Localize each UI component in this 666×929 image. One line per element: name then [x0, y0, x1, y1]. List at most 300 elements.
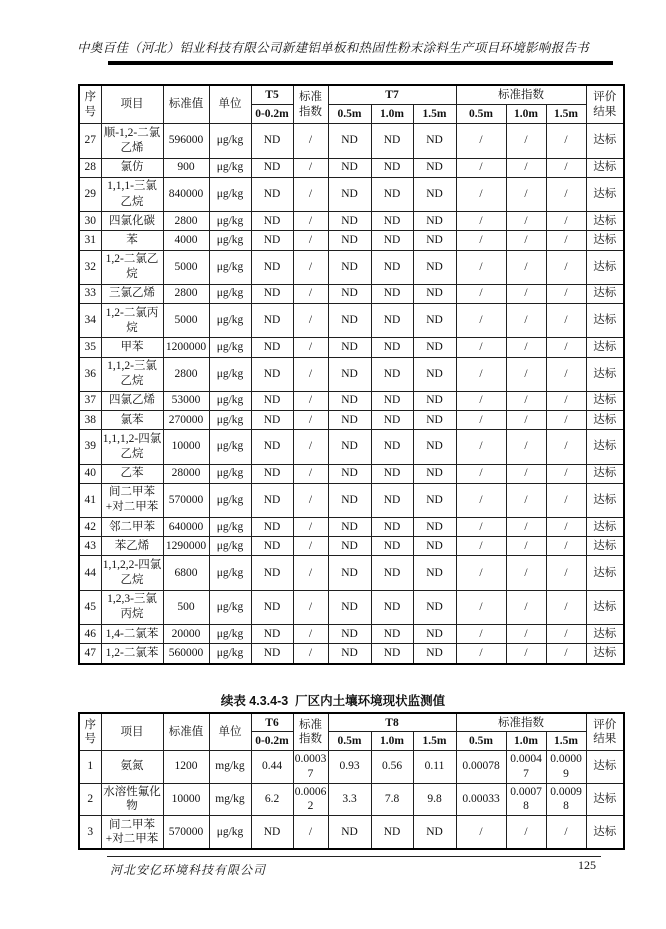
cell-depth-1.0m: ND — [371, 158, 413, 177]
header-sample-point-t6: T6 — [251, 713, 293, 732]
table-row — [79, 464, 624, 483]
cell-standard-value: 2800 — [163, 357, 209, 391]
cell-depth-0.5m: 3.3 — [328, 783, 371, 816]
cell-standard-value: 1200 — [163, 750, 209, 783]
cell-standard-value: 596000 — [163, 124, 209, 158]
cell-standard-value: 28000 — [163, 464, 209, 483]
cell-depth-1.0m: ND — [371, 391, 413, 410]
cell-index-1.0m: / — [506, 338, 546, 357]
cell-depth-0.5m: ND — [328, 212, 371, 231]
cell-seq: 31 — [79, 231, 101, 250]
cell-unit: μg/kg — [209, 391, 251, 410]
cell-standard-value: 10000 — [163, 430, 209, 464]
cell-index-1.5m: / — [546, 590, 586, 624]
cell-result: 达标 — [586, 304, 624, 338]
cell-standard-index: / — [293, 518, 328, 537]
cell-standard-index: / — [293, 250, 328, 284]
cell-t-value: ND — [251, 430, 293, 464]
cell-index-1.0m: 0.00047 — [506, 750, 546, 783]
cell-index-0.5m: / — [456, 231, 506, 250]
cell-unit: μg/kg — [209, 304, 251, 338]
cell-item: 1,1,1-三氯乙烷 — [101, 177, 163, 211]
cell-result: 达标 — [586, 124, 624, 158]
cell-depth-1.5m: ND — [413, 430, 456, 464]
cell-t-value: ND — [251, 816, 293, 849]
cell-seq: 44 — [79, 556, 101, 590]
header-sample-point-t7: T7 — [328, 85, 456, 105]
cell-index-0.5m: / — [456, 483, 506, 517]
cell-depth-1.5m: ND — [413, 464, 456, 483]
header-item: 项目 — [101, 85, 163, 124]
cell-result: 达标 — [586, 391, 624, 410]
cell-index-0.5m: / — [456, 391, 506, 410]
cell-index-0.5m: / — [456, 357, 506, 391]
header-index-1.5m: 1.5m — [546, 105, 586, 124]
cell-standard-index: / — [293, 430, 328, 464]
cell-index-1.0m: / — [506, 411, 546, 430]
cell-depth-1.5m: ND — [413, 483, 456, 517]
cell-depth-0.5m: ND — [328, 177, 371, 211]
cell-result: 达标 — [586, 464, 624, 483]
cell-index-1.5m: / — [546, 158, 586, 177]
table-row — [79, 590, 624, 624]
cell-index-0.5m: / — [456, 590, 506, 624]
cell-t-value: ND — [251, 590, 293, 624]
cell-result: 达标 — [586, 783, 624, 816]
cell-depth-0.5m: ND — [328, 537, 371, 556]
cell-item: 1,1,2,2-四氯乙烷 — [101, 556, 163, 590]
cell-result: 达标 — [586, 518, 624, 537]
cell-item: 氨氮 — [101, 750, 163, 783]
cell-unit: μg/kg — [209, 625, 251, 644]
cell-seq: 28 — [79, 158, 101, 177]
cell-index-0.5m: / — [456, 518, 506, 537]
cell-depth-1.0m: ND — [371, 124, 413, 158]
cell-item: 顺-1,2-二氯乙烯 — [101, 124, 163, 158]
cell-depth-0.5m: ND — [328, 158, 371, 177]
cell-unit: μg/kg — [209, 430, 251, 464]
cell-index-1.5m: / — [546, 430, 586, 464]
cell-item: 1,4-二氯苯 — [101, 625, 163, 644]
cell-index-1.5m: / — [546, 304, 586, 338]
cell-t-value: ND — [251, 537, 293, 556]
cell-index-1.0m: / — [506, 430, 546, 464]
cell-index-1.0m: / — [506, 304, 546, 338]
cell-seq: 43 — [79, 537, 101, 556]
cell-depth-0.5m: ND — [328, 483, 371, 517]
cell-t-value: ND — [251, 250, 293, 284]
cell-depth-1.5m: ND — [413, 391, 456, 410]
cell-result: 达标 — [586, 816, 624, 849]
cell-seq: 2 — [79, 783, 101, 816]
cell-depth-1.0m: ND — [371, 177, 413, 211]
cell-depth-1.5m: ND — [413, 158, 456, 177]
header-depth-0.5m: 0.5m — [328, 732, 371, 750]
cell-depth-1.5m: ND — [413, 338, 456, 357]
cell-index-1.0m: / — [506, 212, 546, 231]
cell-index-0.5m: / — [456, 411, 506, 430]
cell-standard-index: / — [293, 464, 328, 483]
cell-t-value: ND — [251, 625, 293, 644]
cell-item: 1,1,1,2-四氯乙烷 — [101, 430, 163, 464]
cell-depth-1.5m: ND — [413, 124, 456, 158]
cell-index-1.5m: / — [546, 212, 586, 231]
cell-index-1.5m: / — [546, 483, 586, 517]
header-evaluation-result: 评价 结果 — [586, 713, 624, 750]
cell-depth-1.0m: ND — [371, 518, 413, 537]
cell-result: 达标 — [586, 250, 624, 284]
cell-item: 1,1,2-三氯乙烷 — [101, 357, 163, 391]
table-row — [79, 750, 624, 783]
cell-depth-0.5m: 0.93 — [328, 750, 371, 783]
cell-standard-index: / — [293, 625, 328, 644]
cell-item: 乙苯 — [101, 464, 163, 483]
cell-index-1.5m: / — [546, 625, 586, 644]
cell-standard-value: 560000 — [163, 644, 209, 664]
cell-index-1.5m: 0.00098 — [546, 783, 586, 816]
cell-standard-index: / — [293, 556, 328, 590]
cell-seq: 35 — [79, 338, 101, 357]
cell-item: 氯仿 — [101, 158, 163, 177]
cell-seq: 33 — [79, 284, 101, 303]
cell-depth-0.5m: ND — [328, 590, 371, 624]
cell-index-1.5m: / — [546, 338, 586, 357]
cell-depth-1.5m: ND — [413, 644, 456, 664]
cell-standard-value: 900 — [163, 158, 209, 177]
cell-unit: μg/kg — [209, 250, 251, 284]
cell-unit: μg/kg — [209, 644, 251, 664]
cell-index-0.5m: / — [456, 430, 506, 464]
header-index-1.5m: 1.5m — [546, 732, 586, 750]
cell-index-1.5m: / — [546, 644, 586, 664]
cell-depth-1.5m: ND — [413, 212, 456, 231]
cell-index-0.5m: / — [456, 284, 506, 303]
cell-seq: 3 — [79, 816, 101, 849]
cell-index-1.0m: 0.00078 — [506, 783, 546, 816]
cell-seq: 39 — [79, 430, 101, 464]
cell-t-value: ND — [251, 556, 293, 590]
cell-index-1.5m: / — [546, 124, 586, 158]
cell-index-0.5m: / — [456, 625, 506, 644]
cell-seq: 47 — [79, 644, 101, 664]
cell-index-1.0m: / — [506, 625, 546, 644]
table-row — [79, 284, 624, 303]
cell-standard-value: 20000 — [163, 625, 209, 644]
table-row — [79, 250, 624, 284]
table-row — [79, 816, 624, 849]
header-standard-index-group: 标准指数 — [456, 85, 586, 105]
cell-standard-value: 640000 — [163, 518, 209, 537]
table-row — [79, 556, 624, 590]
cell-index-1.0m: / — [506, 590, 546, 624]
cell-seq: 37 — [79, 391, 101, 410]
header-unit: 单位 — [209, 713, 251, 750]
table-row — [79, 430, 624, 464]
cell-t-value: ND — [251, 124, 293, 158]
table-row — [79, 625, 624, 644]
cell-result: 达标 — [586, 430, 624, 464]
cell-seq: 32 — [79, 250, 101, 284]
cell-index-1.5m: / — [546, 391, 586, 410]
cell-depth-0.5m: ND — [328, 625, 371, 644]
cell-unit: μg/kg — [209, 338, 251, 357]
cell-result: 达标 — [586, 158, 624, 177]
cell-index-1.5m: / — [546, 284, 586, 303]
cell-depth-1.0m: ND — [371, 430, 413, 464]
cell-depth-1.0m: ND — [371, 304, 413, 338]
cell-index-0.5m: / — [456, 816, 506, 849]
header-index-0.5m: 0.5m — [456, 732, 506, 750]
cell-t-value: ND — [251, 518, 293, 537]
cell-index-1.0m: / — [506, 250, 546, 284]
cell-depth-0.5m: ND — [328, 391, 371, 410]
table-row — [79, 483, 624, 517]
table-row — [79, 177, 624, 211]
table-row — [79, 304, 624, 338]
header-index-1.0m: 1.0m — [506, 105, 546, 124]
cell-item: 四氯乙烯 — [101, 391, 163, 410]
cell-index-1.0m: / — [506, 816, 546, 849]
cell-result: 达标 — [586, 284, 624, 303]
cell-depth-0.5m: ND — [328, 124, 371, 158]
page-number: 125 — [578, 858, 596, 872]
cell-depth-1.5m: ND — [413, 231, 456, 250]
cell-standard-value: 840000 — [163, 177, 209, 211]
cell-depth-0.5m: ND — [328, 411, 371, 430]
cell-item: 苯 — [101, 231, 163, 250]
cell-standard-index: / — [293, 644, 328, 664]
cell-depth-1.0m: ND — [371, 625, 413, 644]
cell-index-1.5m: / — [546, 537, 586, 556]
cell-index-1.0m: / — [506, 357, 546, 391]
cell-depth-1.0m: ND — [371, 556, 413, 590]
table-row — [79, 644, 624, 664]
cell-item: 间二甲苯+对二甲苯 — [101, 816, 163, 849]
cell-standard-index: 0.00062 — [293, 783, 328, 816]
table-row — [79, 783, 624, 816]
header-depth-1.0m: 1.0m — [371, 732, 413, 750]
cell-standard-index: / — [293, 124, 328, 158]
cell-depth-0.5m: ND — [328, 816, 371, 849]
cell-result: 达标 — [586, 411, 624, 430]
cell-index-1.5m: / — [546, 816, 586, 849]
cell-t-value: ND — [251, 284, 293, 303]
soil-monitoring-table-t5-t7 — [78, 84, 625, 665]
cell-item: 1,2-二氯丙烷 — [101, 304, 163, 338]
cell-unit: μg/kg — [209, 177, 251, 211]
table-row — [79, 158, 624, 177]
cell-index-0.5m: / — [456, 158, 506, 177]
cell-t-value: ND — [251, 464, 293, 483]
cell-index-0.5m: / — [456, 464, 506, 483]
cell-standard-index: / — [293, 357, 328, 391]
cell-unit: μg/kg — [209, 357, 251, 391]
cell-t-value: ND — [251, 483, 293, 517]
cell-unit: μg/kg — [209, 537, 251, 556]
table-row — [79, 212, 624, 231]
cell-standard-index: / — [293, 177, 328, 211]
cell-depth-0.5m: ND — [328, 430, 371, 464]
cell-index-0.5m: / — [456, 212, 506, 231]
cell-unit: μg/kg — [209, 212, 251, 231]
cell-unit: mg/kg — [209, 783, 251, 816]
cell-result: 达标 — [586, 212, 624, 231]
cell-t-value: 6.2 — [251, 783, 293, 816]
cell-standard-value: 270000 — [163, 411, 209, 430]
header-seq: 序号 — [79, 85, 101, 124]
table-row — [79, 231, 624, 250]
header-depth-0-0.2m: 0-0.2m — [251, 732, 293, 750]
cell-depth-1.0m: ND — [371, 644, 413, 664]
header-depth-1.5m: 1.5m — [413, 105, 456, 124]
cell-standard-index: / — [293, 483, 328, 517]
cell-depth-1.5m: 0.11 — [413, 750, 456, 783]
cell-result: 达标 — [586, 483, 624, 517]
cell-depth-1.0m: 0.56 — [371, 750, 413, 783]
cell-t-value: 0.44 — [251, 750, 293, 783]
cell-unit: μg/kg — [209, 464, 251, 483]
cell-t-value: ND — [251, 338, 293, 357]
cell-t-value: ND — [251, 231, 293, 250]
cell-t-value: ND — [251, 391, 293, 410]
cell-seq: 40 — [79, 464, 101, 483]
cell-result: 达标 — [586, 556, 624, 590]
cell-depth-0.5m: ND — [328, 556, 371, 590]
cell-standard-index: / — [293, 158, 328, 177]
cell-depth-1.0m: ND — [371, 284, 413, 303]
cell-standard-index: / — [293, 212, 328, 231]
cell-index-1.0m: / — [506, 556, 546, 590]
soil-monitoring-table-t6-t8 — [78, 712, 625, 850]
cell-depth-1.5m: 9.8 — [413, 783, 456, 816]
cell-result: 达标 — [586, 625, 624, 644]
header-depth-1.0m: 1.0m — [371, 105, 413, 124]
header-depth-0.5m: 0.5m — [328, 105, 371, 124]
cell-standard-index: 0.00037 — [293, 750, 328, 783]
header-standard-index: 标准指数 — [293, 713, 328, 750]
cell-index-1.0m: / — [506, 464, 546, 483]
cell-index-1.0m: / — [506, 537, 546, 556]
cell-index-0.5m: 0.00033 — [456, 783, 506, 816]
cell-index-1.5m: / — [546, 357, 586, 391]
cell-t-value: ND — [251, 411, 293, 430]
table-row — [79, 124, 624, 158]
cell-standard-value: 500 — [163, 590, 209, 624]
table-header-row — [79, 85, 624, 105]
cell-depth-1.0m: ND — [371, 411, 413, 430]
table-row — [79, 391, 624, 410]
cell-item: 苯乙烯 — [101, 537, 163, 556]
table-row — [79, 338, 624, 357]
cell-item: 1,2-二氯乙烷 — [101, 250, 163, 284]
cell-result: 达标 — [586, 644, 624, 664]
cell-standard-value: 6800 — [163, 556, 209, 590]
table-row — [79, 518, 624, 537]
cell-index-1.0m: / — [506, 158, 546, 177]
cell-depth-1.5m: ND — [413, 250, 456, 284]
header-index-1.0m: 1.0m — [506, 732, 546, 750]
cell-index-0.5m: 0.00078 — [456, 750, 506, 783]
cell-depth-1.5m: ND — [413, 590, 456, 624]
cell-index-0.5m: / — [456, 124, 506, 158]
cell-seq: 46 — [79, 625, 101, 644]
cell-seq: 1 — [79, 750, 101, 783]
cell-depth-1.0m: ND — [371, 590, 413, 624]
header-sample-point-t8: T8 — [328, 713, 456, 732]
cell-depth-1.5m: ND — [413, 284, 456, 303]
header-standard-index-group: 标准指数 — [456, 713, 586, 732]
cell-result: 达标 — [586, 750, 624, 783]
cell-result: 达标 — [586, 338, 624, 357]
footer-company-name: 河北安亿环境科技有限公司 — [110, 863, 267, 877]
cell-standard-value: 5000 — [163, 304, 209, 338]
cell-standard-value: 5000 — [163, 250, 209, 284]
cell-standard-index: / — [293, 537, 328, 556]
cell-standard-value: 53000 — [163, 391, 209, 410]
cell-unit: μg/kg — [209, 556, 251, 590]
cell-t-value: ND — [251, 357, 293, 391]
header-sample-point-t5: T5 — [251, 85, 293, 105]
cell-unit: μg/kg — [209, 483, 251, 517]
cell-depth-0.5m: ND — [328, 284, 371, 303]
cell-seq: 36 — [79, 357, 101, 391]
cell-index-0.5m: / — [456, 644, 506, 664]
cell-depth-1.5m: ND — [413, 518, 456, 537]
cell-depth-1.0m: ND — [371, 357, 413, 391]
cell-index-1.0m: / — [506, 231, 546, 250]
cell-index-0.5m: / — [456, 250, 506, 284]
cell-depth-1.5m: ND — [413, 411, 456, 430]
cell-item: 三氯乙烯 — [101, 284, 163, 303]
header-depth-0-0.2m: 0-0.2m — [251, 105, 293, 124]
cell-result: 达标 — [586, 590, 624, 624]
cell-seq: 34 — [79, 304, 101, 338]
cell-index-1.0m: / — [506, 483, 546, 517]
cell-standard-value: 570000 — [163, 483, 209, 517]
cell-depth-1.5m: ND — [413, 625, 456, 644]
cell-unit: μg/kg — [209, 284, 251, 303]
cell-depth-1.0m: ND — [371, 483, 413, 517]
cell-unit: mg/kg — [209, 750, 251, 783]
cell-t-value: ND — [251, 177, 293, 211]
cell-unit: μg/kg — [209, 231, 251, 250]
header-standard-value: 标准值 — [163, 85, 209, 124]
cell-unit: μg/kg — [209, 816, 251, 849]
cell-depth-0.5m: ND — [328, 644, 371, 664]
cell-depth-1.0m: 7.8 — [371, 783, 413, 816]
cell-index-1.5m: / — [546, 250, 586, 284]
cell-standard-index: / — [293, 231, 328, 250]
cell-item: 1,2-二氯苯 — [101, 644, 163, 664]
cell-seq: 29 — [79, 177, 101, 211]
cell-index-1.5m: / — [546, 556, 586, 590]
cell-seq: 30 — [79, 212, 101, 231]
cell-standard-index: / — [293, 304, 328, 338]
cell-standard-value: 1290000 — [163, 537, 209, 556]
cell-standard-value: 2800 — [163, 212, 209, 231]
cell-t-value: ND — [251, 212, 293, 231]
cell-seq: 38 — [79, 411, 101, 430]
cell-index-1.5m: / — [546, 464, 586, 483]
cell-item: 邻二甲苯 — [101, 518, 163, 537]
cell-result: 达标 — [586, 177, 624, 211]
table-row — [79, 537, 624, 556]
cell-unit: μg/kg — [209, 158, 251, 177]
table-row — [79, 411, 624, 430]
cell-standard-index: / — [293, 816, 328, 849]
cell-index-1.0m: / — [506, 124, 546, 158]
header-divider — [108, 61, 613, 65]
